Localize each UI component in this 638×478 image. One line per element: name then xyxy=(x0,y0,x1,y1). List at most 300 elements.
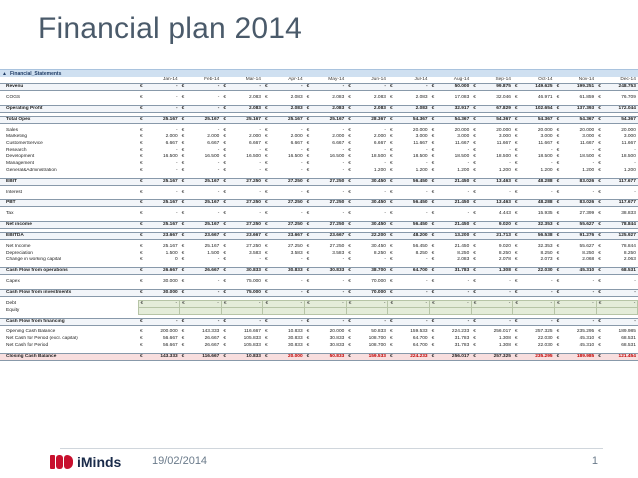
value-cell[interactable] xyxy=(138,134,180,141)
value-cell[interactable] xyxy=(555,307,597,314)
value-cell[interactable] xyxy=(555,268,597,275)
value-cell[interactable] xyxy=(513,257,555,264)
value-cell[interactable] xyxy=(388,154,430,161)
value-cell[interactable] xyxy=(263,244,305,251)
value-cell[interactable] xyxy=(596,168,638,175)
value-cell[interactable] xyxy=(221,318,263,325)
value-cell[interactable] xyxy=(346,289,388,296)
value-cell[interactable] xyxy=(221,147,263,154)
value-cell[interactable] xyxy=(388,189,430,196)
value-cell[interactable] xyxy=(513,268,555,275)
value-cell[interactable] xyxy=(138,147,180,154)
value-cell[interactable] xyxy=(180,307,222,314)
value-cell[interactable] xyxy=(430,95,472,102)
value-cell[interactable] xyxy=(263,211,305,218)
value-cell[interactable] xyxy=(138,307,180,314)
value-cell[interactable] xyxy=(430,318,472,325)
value-cell[interactable] xyxy=(513,116,555,123)
value-cell[interactable] xyxy=(305,141,347,148)
value-cell[interactable] xyxy=(138,95,180,102)
value-cell[interactable] xyxy=(305,318,347,325)
value-cell[interactable] xyxy=(346,189,388,196)
value-cell[interactable] xyxy=(471,233,513,240)
value-cell[interactable] xyxy=(138,342,180,349)
value-cell[interactable] xyxy=(471,200,513,207)
value-cell[interactable] xyxy=(513,279,555,286)
value-cell[interactable] xyxy=(138,279,180,286)
value-cell[interactable] xyxy=(430,105,472,112)
value-cell[interactable] xyxy=(388,95,430,102)
value-cell[interactable] xyxy=(346,268,388,275)
value-cell[interactable] xyxy=(513,168,555,175)
value-cell[interactable] xyxy=(180,95,222,102)
value-cell[interactable] xyxy=(513,244,555,251)
value-cell[interactable] xyxy=(263,127,305,134)
value-cell[interactable] xyxy=(138,222,180,229)
value-cell[interactable] xyxy=(305,178,347,185)
value-cell[interactable] xyxy=(513,200,555,207)
value-cell[interactable] xyxy=(471,95,513,102)
value-cell[interactable] xyxy=(180,222,222,229)
value-cell[interactable] xyxy=(263,134,305,141)
value-cell[interactable] xyxy=(471,257,513,264)
value-cell[interactable] xyxy=(180,141,222,148)
value-cell[interactable] xyxy=(513,147,555,154)
value-cell[interactable] xyxy=(471,147,513,154)
value-cell[interactable] xyxy=(263,329,305,336)
value-cell[interactable] xyxy=(180,289,222,296)
value-cell[interactable] xyxy=(263,289,305,296)
value-cell[interactable] xyxy=(305,329,347,336)
value-cell[interactable] xyxy=(221,211,263,218)
value-cell[interactable] xyxy=(305,336,347,343)
value-cell[interactable] xyxy=(388,127,430,134)
value-cell[interactable] xyxy=(513,105,555,112)
value-cell[interactable] xyxy=(388,84,430,91)
value-cell[interactable] xyxy=(305,116,347,123)
value-cell[interactable] xyxy=(596,178,638,185)
value-cell[interactable] xyxy=(138,233,180,240)
value-cell[interactable] xyxy=(346,84,388,91)
value-cell[interactable] xyxy=(305,300,347,307)
value-cell[interactable] xyxy=(430,147,472,154)
value-cell[interactable] xyxy=(346,147,388,154)
value-cell[interactable] xyxy=(346,178,388,185)
value-cell[interactable] xyxy=(471,134,513,141)
value-cell[interactable] xyxy=(263,147,305,154)
value-cell[interactable] xyxy=(596,127,638,134)
value-cell[interactable] xyxy=(430,353,472,360)
value-cell[interactable] xyxy=(180,250,222,257)
value-cell[interactable] xyxy=(305,211,347,218)
value-cell[interactable] xyxy=(596,300,638,307)
value-cell[interactable] xyxy=(596,141,638,148)
value-cell[interactable] xyxy=(138,300,180,307)
value-cell[interactable] xyxy=(346,154,388,161)
value-cell[interactable] xyxy=(346,318,388,325)
value-cell[interactable] xyxy=(221,353,263,360)
value-cell[interactable] xyxy=(263,200,305,207)
value-cell[interactable] xyxy=(513,342,555,349)
value-cell[interactable] xyxy=(596,134,638,141)
value-cell[interactable] xyxy=(596,105,638,112)
value-cell[interactable] xyxy=(346,250,388,257)
value-cell[interactable] xyxy=(430,84,472,91)
value-cell[interactable] xyxy=(138,353,180,360)
value-cell[interactable] xyxy=(513,307,555,314)
value-cell[interactable] xyxy=(555,147,597,154)
value-cell[interactable] xyxy=(138,189,180,196)
value-cell[interactable] xyxy=(305,222,347,229)
value-cell[interactable] xyxy=(221,244,263,251)
value-cell[interactable] xyxy=(596,95,638,102)
value-cell[interactable] xyxy=(471,141,513,148)
value-cell[interactable] xyxy=(221,161,263,168)
value-cell[interactable] xyxy=(221,289,263,296)
value-cell[interactable] xyxy=(305,134,347,141)
value-cell[interactable] xyxy=(471,189,513,196)
value-cell[interactable] xyxy=(263,250,305,257)
value-cell[interactable] xyxy=(555,342,597,349)
value-cell[interactable] xyxy=(346,127,388,134)
value-cell[interactable] xyxy=(346,161,388,168)
value-cell[interactable] xyxy=(596,233,638,240)
value-cell[interactable] xyxy=(138,127,180,134)
value-cell[interactable] xyxy=(346,211,388,218)
value-cell[interactable] xyxy=(596,289,638,296)
value-cell[interactable] xyxy=(388,268,430,275)
value-cell[interactable] xyxy=(471,84,513,91)
value-cell[interactable] xyxy=(555,200,597,207)
value-cell[interactable] xyxy=(180,279,222,286)
value-cell[interactable] xyxy=(388,222,430,229)
value-cell[interactable] xyxy=(138,141,180,148)
value-cell[interactable] xyxy=(221,257,263,264)
value-cell[interactable] xyxy=(305,168,347,175)
value-cell[interactable] xyxy=(596,268,638,275)
value-cell[interactable] xyxy=(555,105,597,112)
value-cell[interactable] xyxy=(596,250,638,257)
value-cell[interactable] xyxy=(221,84,263,91)
value-cell[interactable] xyxy=(305,161,347,168)
value-cell[interactable] xyxy=(430,168,472,175)
value-cell[interactable] xyxy=(513,318,555,325)
value-cell[interactable] xyxy=(555,257,597,264)
value-cell[interactable] xyxy=(430,178,472,185)
value-cell[interactable] xyxy=(263,318,305,325)
value-cell[interactable] xyxy=(263,154,305,161)
value-cell[interactable] xyxy=(138,178,180,185)
value-cell[interactable] xyxy=(388,289,430,296)
value-cell[interactable] xyxy=(513,250,555,257)
value-cell[interactable] xyxy=(513,141,555,148)
value-cell[interactable] xyxy=(263,116,305,123)
value-cell[interactable] xyxy=(430,233,472,240)
value-cell[interactable] xyxy=(388,116,430,123)
value-cell[interactable] xyxy=(221,342,263,349)
value-cell[interactable] xyxy=(388,168,430,175)
value-cell[interactable] xyxy=(346,134,388,141)
value-cell[interactable] xyxy=(138,329,180,336)
value-cell[interactable] xyxy=(555,116,597,123)
value-cell[interactable] xyxy=(513,154,555,161)
value-cell[interactable] xyxy=(180,178,222,185)
value-cell[interactable] xyxy=(513,329,555,336)
value-cell[interactable] xyxy=(555,211,597,218)
value-cell[interactable] xyxy=(305,250,347,257)
value-cell[interactable] xyxy=(555,178,597,185)
value-cell[interactable] xyxy=(138,154,180,161)
value-cell[interactable] xyxy=(471,329,513,336)
value-cell[interactable] xyxy=(263,342,305,349)
value-cell[interactable] xyxy=(513,95,555,102)
value-cell[interactable] xyxy=(346,279,388,286)
value-cell[interactable] xyxy=(430,279,472,286)
value-cell[interactable] xyxy=(221,95,263,102)
value-cell[interactable] xyxy=(513,127,555,134)
value-cell[interactable] xyxy=(596,222,638,229)
value-cell[interactable] xyxy=(471,127,513,134)
expand-arrow-icon[interactable]: ▲ xyxy=(2,70,7,77)
value-cell[interactable] xyxy=(346,168,388,175)
value-cell[interactable] xyxy=(430,289,472,296)
value-cell[interactable] xyxy=(346,336,388,343)
value-cell[interactable] xyxy=(555,233,597,240)
value-cell[interactable] xyxy=(221,233,263,240)
value-cell[interactable] xyxy=(596,161,638,168)
value-cell[interactable] xyxy=(471,154,513,161)
value-cell[interactable] xyxy=(430,141,472,148)
value-cell[interactable] xyxy=(430,134,472,141)
value-cell[interactable] xyxy=(388,307,430,314)
value-cell[interactable] xyxy=(430,222,472,229)
value-cell[interactable] xyxy=(388,147,430,154)
sheet-section-header[interactable] xyxy=(0,69,638,77)
value-cell[interactable] xyxy=(221,134,263,141)
value-cell[interactable] xyxy=(180,329,222,336)
value-cell[interactable] xyxy=(513,289,555,296)
value-cell[interactable] xyxy=(305,147,347,154)
value-cell[interactable] xyxy=(471,168,513,175)
value-cell[interactable] xyxy=(305,154,347,161)
value-cell[interactable] xyxy=(430,244,472,251)
value-cell[interactable] xyxy=(263,84,305,91)
value-cell[interactable] xyxy=(471,289,513,296)
value-cell[interactable] xyxy=(388,178,430,185)
value-cell[interactable] xyxy=(138,161,180,168)
value-cell[interactable] xyxy=(471,300,513,307)
value-cell[interactable] xyxy=(513,336,555,343)
value-cell[interactable] xyxy=(513,353,555,360)
value-cell[interactable] xyxy=(138,318,180,325)
value-cell[interactable] xyxy=(221,222,263,229)
value-cell[interactable] xyxy=(221,307,263,314)
value-cell[interactable] xyxy=(513,211,555,218)
value-cell[interactable] xyxy=(513,222,555,229)
value-cell[interactable] xyxy=(263,222,305,229)
value-cell[interactable] xyxy=(221,154,263,161)
value-cell[interactable] xyxy=(513,134,555,141)
value-cell[interactable] xyxy=(596,189,638,196)
value-cell[interactable] xyxy=(346,222,388,229)
value-cell[interactable] xyxy=(430,342,472,349)
value-cell[interactable] xyxy=(221,279,263,286)
value-cell[interactable] xyxy=(221,141,263,148)
value-cell[interactable] xyxy=(471,244,513,251)
value-cell[interactable] xyxy=(263,105,305,112)
value-cell[interactable] xyxy=(471,105,513,112)
value-cell[interactable] xyxy=(430,300,472,307)
value-cell[interactable] xyxy=(180,116,222,123)
value-cell[interactable] xyxy=(180,134,222,141)
value-cell[interactable] xyxy=(180,268,222,275)
value-cell[interactable] xyxy=(180,168,222,175)
value-cell[interactable] xyxy=(430,161,472,168)
value-cell[interactable] xyxy=(388,342,430,349)
value-cell[interactable] xyxy=(346,244,388,251)
value-cell[interactable] xyxy=(221,116,263,123)
value-cell[interactable] xyxy=(388,141,430,148)
value-cell[interactable] xyxy=(388,161,430,168)
value-cell[interactable] xyxy=(346,200,388,207)
value-cell[interactable] xyxy=(221,168,263,175)
value-cell[interactable] xyxy=(555,300,597,307)
value-cell[interactable] xyxy=(180,233,222,240)
value-cell[interactable] xyxy=(555,279,597,286)
value-cell[interactable] xyxy=(388,300,430,307)
value-cell[interactable] xyxy=(221,329,263,336)
value-cell[interactable] xyxy=(305,233,347,240)
value-cell[interactable] xyxy=(596,329,638,336)
value-cell[interactable] xyxy=(346,329,388,336)
value-cell[interactable] xyxy=(305,105,347,112)
value-cell[interactable] xyxy=(388,244,430,251)
value-cell[interactable] xyxy=(305,342,347,349)
value-cell[interactable] xyxy=(138,257,180,264)
value-cell[interactable] xyxy=(221,250,263,257)
value-cell[interactable] xyxy=(346,116,388,123)
value-cell[interactable] xyxy=(346,353,388,360)
value-cell[interactable] xyxy=(263,336,305,343)
value-cell[interactable] xyxy=(430,250,472,257)
value-cell[interactable] xyxy=(138,336,180,343)
value-cell[interactable] xyxy=(305,257,347,264)
value-cell[interactable] xyxy=(180,189,222,196)
value-cell[interactable] xyxy=(180,353,222,360)
value-cell[interactable] xyxy=(263,178,305,185)
value-cell[interactable] xyxy=(555,84,597,91)
value-cell[interactable] xyxy=(305,353,347,360)
value-cell[interactable] xyxy=(430,329,472,336)
value-cell[interactable] xyxy=(471,116,513,123)
value-cell[interactable] xyxy=(388,233,430,240)
value-cell[interactable] xyxy=(305,268,347,275)
value-cell[interactable] xyxy=(346,233,388,240)
value-cell[interactable] xyxy=(513,178,555,185)
value-cell[interactable] xyxy=(180,84,222,91)
value-cell[interactable] xyxy=(430,307,472,314)
value-cell[interactable] xyxy=(346,342,388,349)
value-cell[interactable] xyxy=(430,336,472,343)
value-cell[interactable] xyxy=(596,342,638,349)
value-cell[interactable] xyxy=(263,168,305,175)
value-cell[interactable] xyxy=(555,127,597,134)
value-cell[interactable] xyxy=(555,222,597,229)
value-cell[interactable] xyxy=(138,84,180,91)
value-cell[interactable] xyxy=(555,244,597,251)
value-cell[interactable] xyxy=(555,134,597,141)
value-cell[interactable] xyxy=(471,353,513,360)
value-cell[interactable] xyxy=(221,178,263,185)
value-cell[interactable] xyxy=(596,116,638,123)
value-cell[interactable] xyxy=(471,307,513,314)
value-cell[interactable] xyxy=(180,161,222,168)
value-cell[interactable] xyxy=(555,154,597,161)
value-cell[interactable] xyxy=(263,307,305,314)
value-cell[interactable] xyxy=(388,211,430,218)
value-cell[interactable] xyxy=(305,200,347,207)
value-cell[interactable] xyxy=(388,200,430,207)
value-cell[interactable] xyxy=(305,307,347,314)
value-cell[interactable] xyxy=(388,257,430,264)
value-cell[interactable] xyxy=(555,168,597,175)
value-cell[interactable] xyxy=(430,211,472,218)
value-cell[interactable] xyxy=(471,211,513,218)
value-cell[interactable] xyxy=(555,95,597,102)
value-cell[interactable] xyxy=(180,154,222,161)
value-cell[interactable] xyxy=(555,189,597,196)
value-cell[interactable] xyxy=(513,300,555,307)
value-cell[interactable] xyxy=(596,307,638,314)
value-cell[interactable] xyxy=(513,161,555,168)
value-cell[interactable] xyxy=(346,105,388,112)
value-cell[interactable] xyxy=(555,289,597,296)
value-cell[interactable] xyxy=(471,336,513,343)
value-cell[interactable] xyxy=(555,329,597,336)
value-cell[interactable] xyxy=(513,233,555,240)
value-cell[interactable] xyxy=(388,353,430,360)
value-cell[interactable] xyxy=(138,200,180,207)
value-cell[interactable] xyxy=(263,279,305,286)
value-cell[interactable] xyxy=(305,279,347,286)
value-cell[interactable] xyxy=(138,116,180,123)
value-cell[interactable] xyxy=(388,250,430,257)
value-cell[interactable] xyxy=(596,318,638,325)
value-cell[interactable] xyxy=(471,268,513,275)
value-cell[interactable] xyxy=(263,257,305,264)
value-cell[interactable] xyxy=(263,141,305,148)
value-cell[interactable] xyxy=(430,268,472,275)
value-cell[interactable] xyxy=(430,127,472,134)
value-cell[interactable] xyxy=(513,84,555,91)
value-cell[interactable] xyxy=(346,95,388,102)
value-cell[interactable] xyxy=(138,105,180,112)
value-cell[interactable] xyxy=(596,257,638,264)
value-cell[interactable] xyxy=(221,127,263,134)
value-cell[interactable] xyxy=(138,211,180,218)
value-cell[interactable] xyxy=(346,257,388,264)
value-cell[interactable] xyxy=(180,127,222,134)
value-cell[interactable] xyxy=(263,353,305,360)
value-cell[interactable] xyxy=(180,211,222,218)
value-cell[interactable] xyxy=(263,161,305,168)
value-cell[interactable] xyxy=(305,84,347,91)
value-cell[interactable] xyxy=(513,189,555,196)
value-cell[interactable] xyxy=(221,300,263,307)
value-cell[interactable] xyxy=(430,200,472,207)
value-cell[interactable] xyxy=(596,336,638,343)
value-cell[interactable] xyxy=(555,318,597,325)
